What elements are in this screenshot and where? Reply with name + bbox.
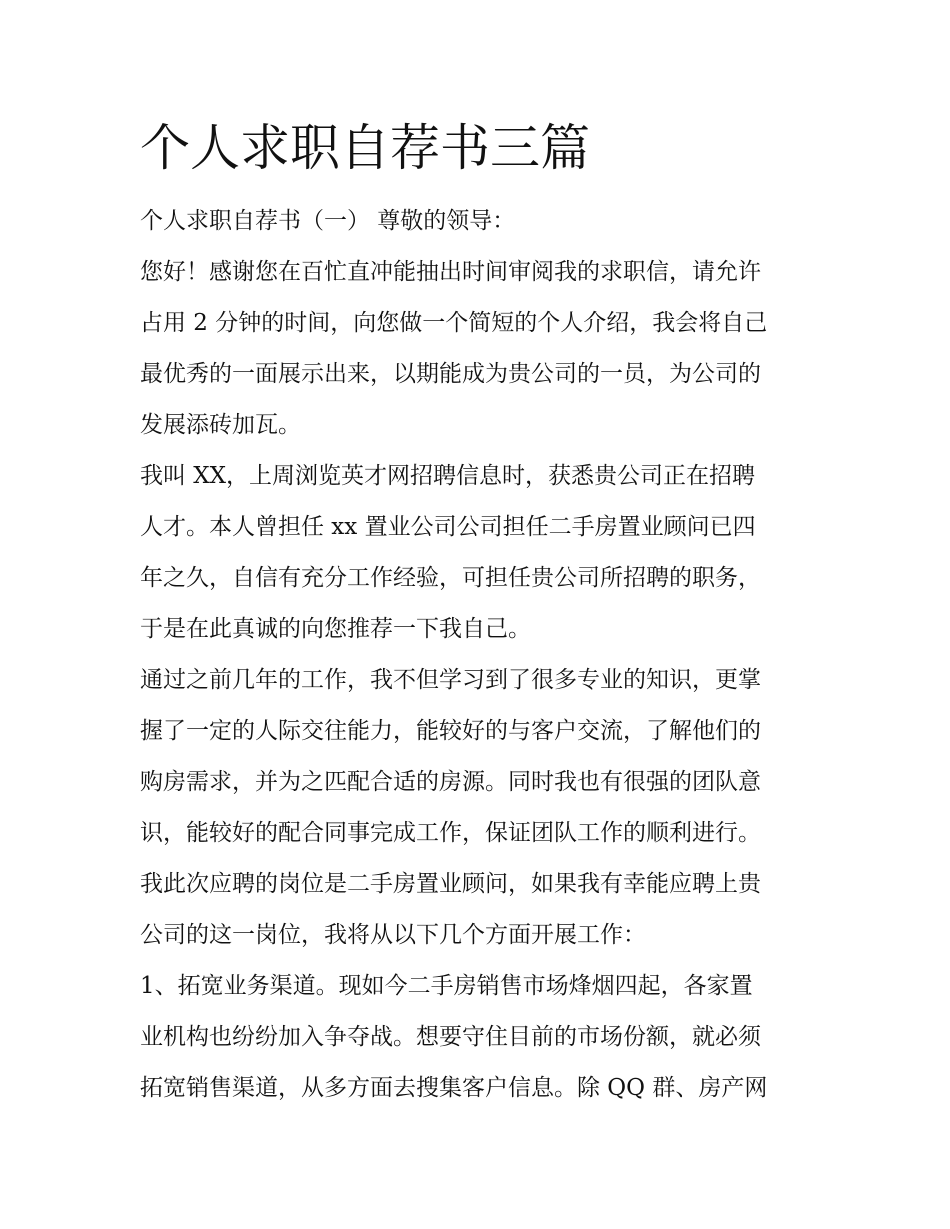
text-line: 识，能较好的配合同事完成工作，保证团队工作的顺利进行。 (140, 820, 761, 846)
text-line: 我叫 XX，上周浏览英才网招聘信息时，获悉贵公司正在招聘 (140, 463, 756, 489)
text-line: 人才。本人曾担任 xx 置业公司公司担任二手房置业顾问已四 (140, 514, 756, 540)
text-line: 个人求职自荐书（一） 尊敬的领导： (140, 208, 516, 234)
document-title: 个人求职自荐书三篇 (140, 119, 590, 177)
text-line: 年之久，自信有充分工作经验，可担任贵公司所招聘的职务， (140, 565, 761, 591)
text-line: 购房需求，并为之匹配合适的房源。同时我也有很强的团队意 (140, 769, 761, 795)
text-line: 拓宽销售渠道，从多方面去搜集客户信息。除 QQ 群、房产网 (140, 1075, 768, 1101)
text-line: 通过之前几年的工作，我不但学习到了很多专业的知识，更掌 (140, 667, 761, 693)
text-line: 于是在此真诚的向您推荐一下我自己。 (140, 616, 531, 642)
text-line: 业机构也纷纷加入争夺战。想要守住目前的市场份额，就必须 (140, 1024, 761, 1050)
text-line: 我此次应聘的岗位是二手房置业顾问，如果我有幸能应聘上贵 (140, 871, 761, 897)
text-line: 最优秀的一面展示出来，以期能成为贵公司的一员，为公司的 (140, 361, 761, 387)
text-line: 您好！感谢您在百忙直冲能抽出时间审阅我的求职信，请允许 (140, 259, 761, 285)
text-line: 占用 2 分钟的时间，向您做一个简短的个人介绍，我会将自己 (140, 310, 768, 336)
text-line: 1、拓宽业务渠道。现如今二手房销售市场烽烟四起，各家置 (140, 973, 753, 999)
text-line: 握了一定的人际交往能力，能较好的与客户交流，了解他们的 (140, 718, 761, 744)
text-line: 公司的这一岗位，我将从以下几个方面开展工作： (140, 922, 646, 948)
text-line: 发展添砖加瓦。 (140, 412, 301, 438)
